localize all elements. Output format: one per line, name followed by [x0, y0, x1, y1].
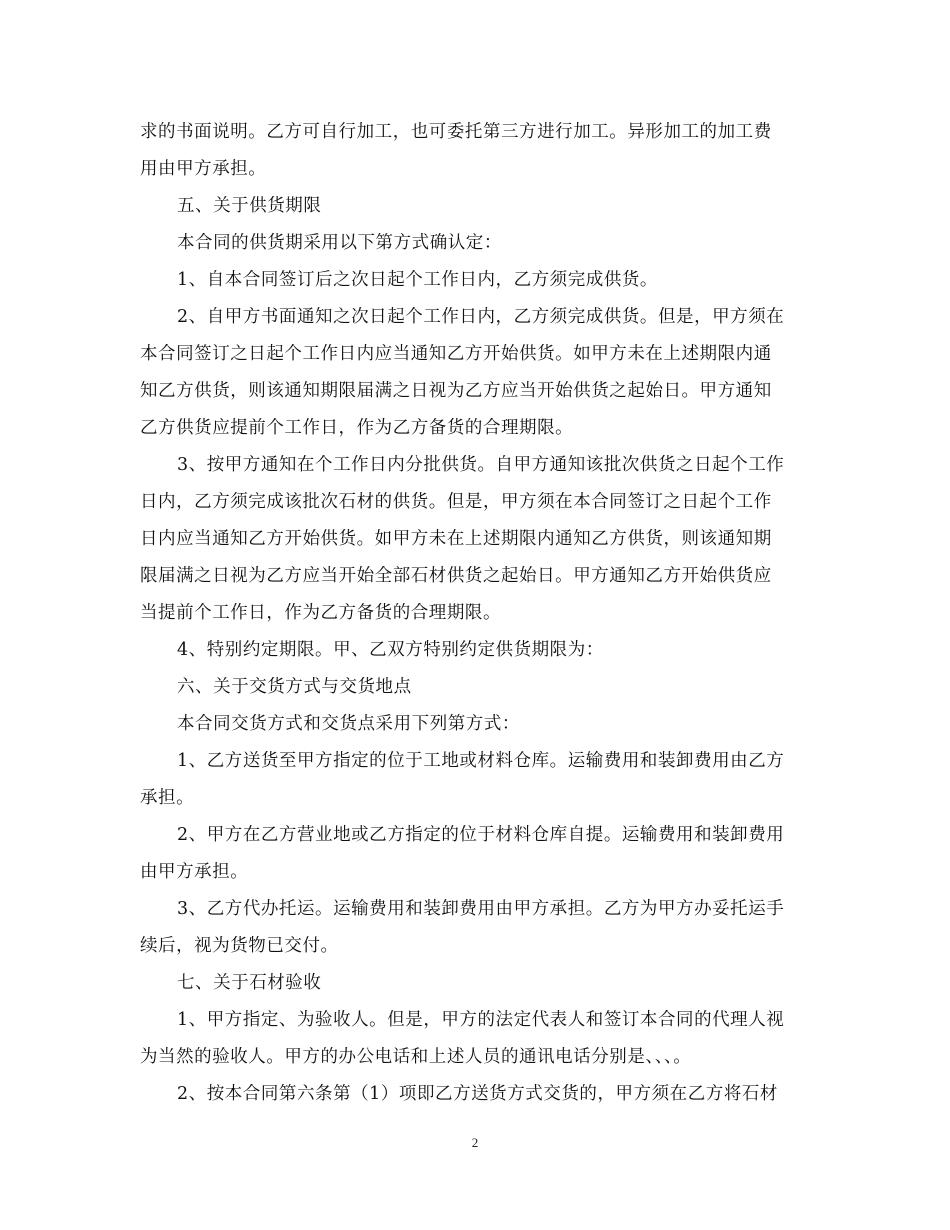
- paragraph-line: 日内，乙方须完成该批次石材的供货。但是，甲方须在本合同签订之日起个工作: [140, 492, 772, 512]
- list-item: 1、乙方送货至甲方指定的位于工地或材料仓库。运输费用和装卸费用由乙方: [177, 751, 785, 771]
- paragraph-line: 本合同的供货期采用以下第方式确认定：: [177, 233, 502, 253]
- section-heading: 六、关于交货方式与交货地点: [177, 677, 412, 697]
- list-item: 2、甲方在乙方营业地或乙方指定的位于材料仓库自提。运输费用和装卸费用: [177, 825, 785, 845]
- list-item: 3、按甲方通知在个工作日内分批供货。自甲方通知该批次供货之日起个工作: [177, 455, 785, 475]
- paragraph-line: 知乙方供货，则该通知期限届满之日视为乙方应当开始供货之起始日。甲方通知: [140, 381, 772, 401]
- list-item: 2、自甲方书面通知之次日起个工作日内，乙方须完成供货。但是，甲方须在: [177, 307, 785, 327]
- section-heading: 五、关于供货期限: [177, 196, 322, 216]
- paragraph-line: 求的书面说明。乙方可自行加工，也可委托第三方进行加工。异形加工的加工费: [140, 122, 772, 142]
- paragraph-line: 为当然的验收人。甲方的办公电话和上述人员的通讯电话分别是、、、。: [140, 1047, 692, 1067]
- list-item: 1、甲方指定、为验收人。但是，甲方的法定代表人和签订本合同的代理人视: [177, 1010, 785, 1030]
- paragraph-line: 用由甲方承担。: [140, 159, 267, 179]
- list-item: 4、特别约定期限。甲、乙双方特别约定供货期限为：: [177, 640, 604, 660]
- list-item: 2、按本合同第六条第（1）项即乙方送货方式交货的，甲方须在乙方将石材: [177, 1084, 778, 1104]
- paragraph-line: 日内应当通知乙方开始供货。如甲方未在上述期限内通知乙方供货，则该通知期: [140, 529, 772, 549]
- section-heading: 七、关于石材验收: [177, 973, 322, 993]
- paragraph-line: 续后，视为货物已交付。: [140, 936, 339, 956]
- list-item: 1、自本合同签订后之次日起个工作日内，乙方须完成供货。: [177, 270, 658, 290]
- paragraph-line: 本合同签订之日起个工作日内应当通知乙方开始供货。如甲方未在上述期限内通: [140, 344, 772, 364]
- page-number: 2: [471, 1135, 479, 1150]
- paragraph-line: 承担。: [140, 788, 195, 808]
- paragraph-line: 由甲方承担。: [140, 862, 249, 882]
- paragraph-line: 当提前个工作日，作为乙方备货的合理期限。: [140, 603, 501, 623]
- paragraph-line: 限届满之日视为乙方应当开始全部石材供货之起始日。甲方通知乙方开始供货应: [140, 566, 772, 586]
- paragraph-line: 本合同交货方式和交货点采用下列第方式：: [177, 714, 520, 734]
- list-item: 3、乙方代办托运。运输费用和装卸费用由甲方承担。乙方为甲方办妥托运手: [177, 899, 785, 919]
- document-body: [140, 114, 806, 1113]
- paragraph-line: 乙方供货应提前个工作日，作为乙方备货的合理期限。: [140, 418, 574, 438]
